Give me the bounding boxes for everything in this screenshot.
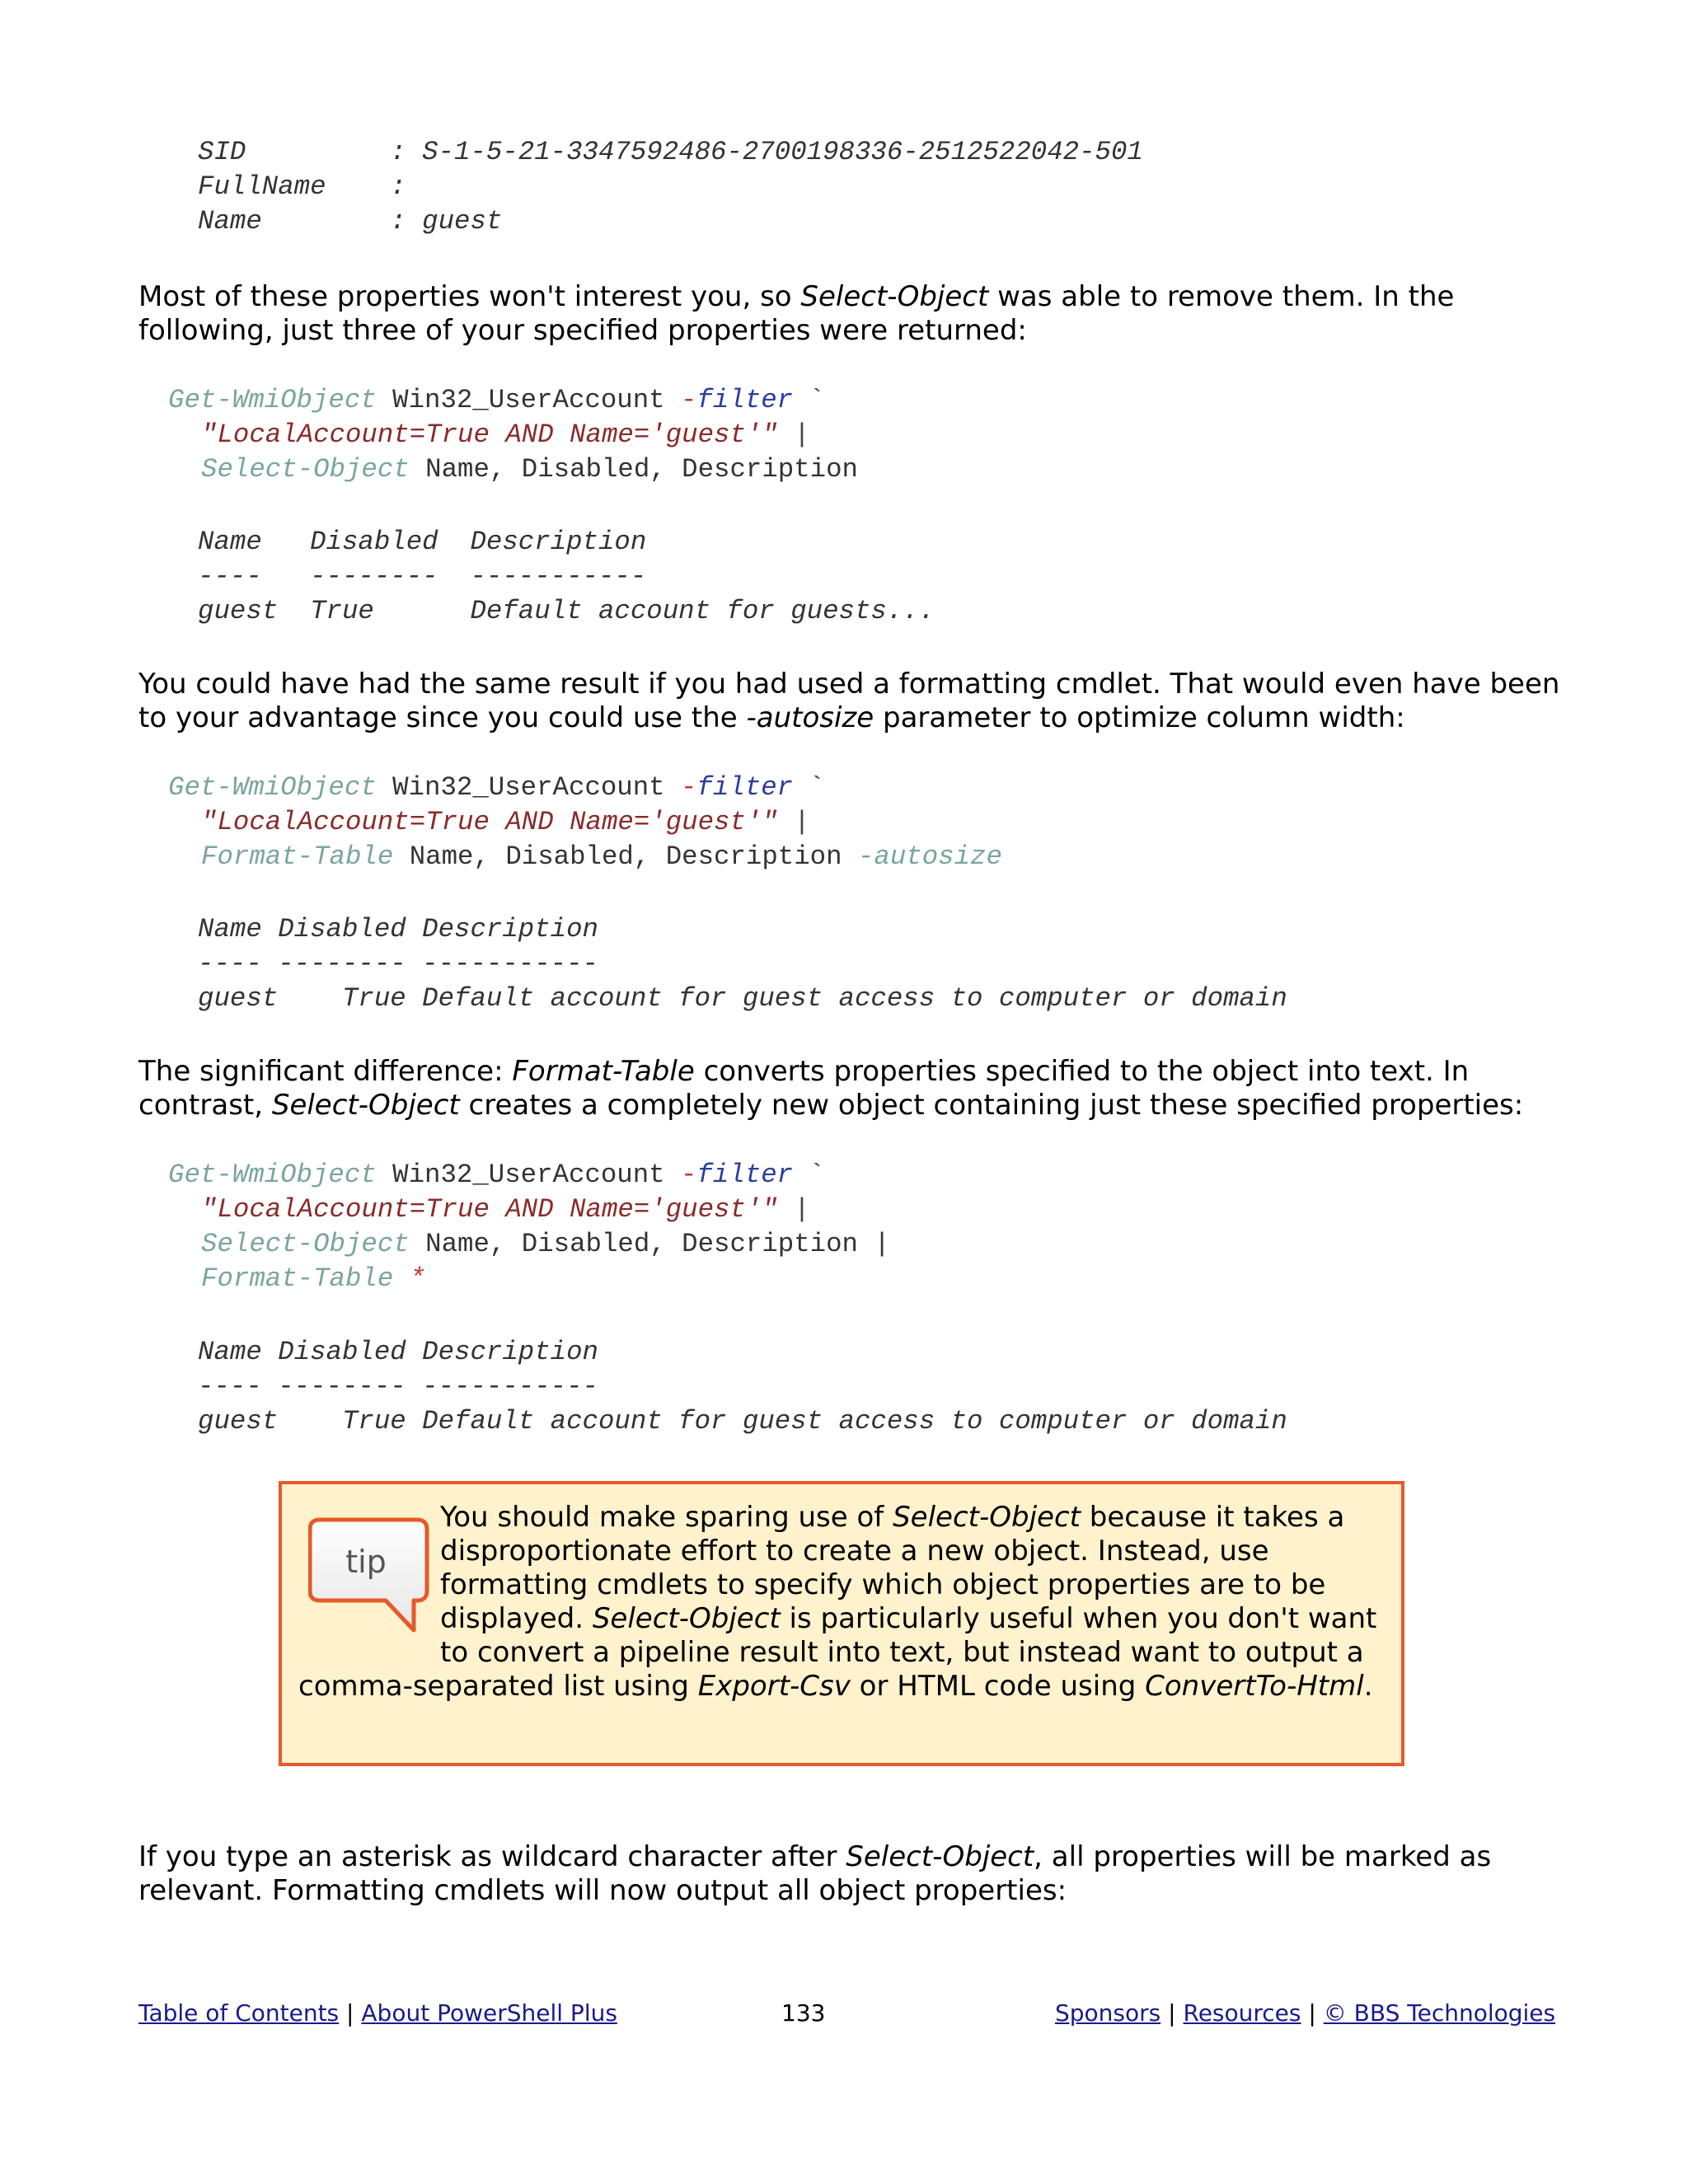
text-run: The significant difference: [138,1055,513,1088]
text-run: contrast, [138,1089,272,1122]
output-line: ---- -------- ----------- [198,1371,598,1402]
text-run: You should make sparing use of [440,1501,893,1534]
cmdlet-token: Get-WmiObject [168,1160,377,1190]
argument-token: Win32_UserAccount [376,385,682,415]
cmdlet-token: Get-WmiObject [168,772,377,803]
cmdlet-token: Select-Object [201,454,410,485]
text-run: is particularly useful when you don't want [780,1602,1377,1635]
page-number: 133 [781,1999,826,2027]
output-line: guest True Default account for guest access to computer or domain [198,1406,1287,1436]
separator-glyph: | [1168,1999,1176,2027]
sponsors-link[interactable]: Sponsors [1055,1999,1161,2027]
cmdlet-name: Export-Csv [697,1670,851,1703]
footer-right-links [1055,1999,1556,2027]
text-run: parameter to optimize column width: [874,701,1405,734]
pipe-token: | [777,807,810,837]
tip-line: disproportionate effort to create a new object. Instead, use [440,1535,1269,1568]
cmdlet-name: Select-Object [846,1840,1034,1873]
backtick-token: ` [793,1160,826,1190]
argument-token: Name, Disabled, Description [409,454,858,485]
output-line: guest True Default account for guest access to computer or domain [198,983,1287,1014]
argument-token: Win32_UserAccount [376,1160,682,1190]
wildcard-token: * [393,1263,426,1294]
code-line [168,383,825,418]
backtick-token: ` [793,772,826,803]
cmdlet-name: Select-Object [893,1501,1081,1534]
text-run: displayed. [440,1602,593,1635]
tip-line [440,1602,1376,1636]
footer-left-links [138,1999,617,2027]
parameter-token: filter [696,1160,794,1190]
cmdlet-token: Format-Table [201,841,394,872]
text-run: converts properties specified to the object into text. In [694,1055,1470,1088]
resources-link[interactable]: Resources [1183,1999,1301,2027]
cmdlet-token: Format-Table [201,1263,394,1294]
text-run: , all properties will be marked as [1034,1840,1492,1873]
about-powershell-plus-link[interactable]: About PowerShell Plus [361,1999,617,2027]
output-line: FullName : [198,171,406,202]
tip-line: formatting cmdlets to specify which object properties are to be [440,1568,1326,1601]
code-line [201,1262,425,1296]
footer-separator [1160,1999,1183,2027]
tip-line [298,1670,1373,1704]
text-run: or HTML code using [850,1670,1146,1703]
string-token: "LocalAccount=True AND Name='guest'" [201,1194,778,1225]
tip-line [440,1501,1344,1535]
output-line: Name Disabled Description [198,914,598,944]
code-line [201,1227,890,1262]
output-line: ---- -------- ----------- [198,561,647,592]
text-run: Most of these properties won't interest you, so [138,280,801,313]
code-line [168,771,825,805]
dash-token: - [681,385,697,415]
output-line: Name : guest [198,206,503,237]
text-run: to your advantage since you could use the [138,701,747,734]
paragraph-line [138,701,1405,735]
footer-separator [1301,1999,1324,2027]
pipe-token: | [777,1194,810,1225]
cmdlet-name: Select-Object [592,1602,781,1635]
cmdlet-name: ConvertTo-Html [1145,1670,1364,1703]
text-run: was able to remove them. In the [988,280,1455,313]
cmdlet-token: Select-Object [201,1229,410,1259]
parameter-token: filter [696,385,794,415]
tip-speech-bubble-icon [308,1515,432,1638]
argument-token: Name, Disabled, Description | [409,1229,890,1259]
paragraph-line: relevant. Formatting cmdlets will now output all object properties: [138,1874,1067,1907]
code-line [168,1158,825,1193]
bbs-technologies-copyright-link[interactable]: © BBS Technologies [1323,1999,1556,2027]
argument-token: Win32_UserAccount [376,772,682,803]
paragraph-line [138,1055,1469,1089]
output-line: ---- -------- ----------- [198,949,598,979]
separator-glyph: | [1308,1999,1316,2027]
code-line [201,805,810,840]
code-line [201,418,810,452]
pipe-token: | [777,419,810,450]
cmdlet-name: Select-Object [800,280,989,313]
code-line [201,452,858,487]
backtick-token: ` [793,385,826,415]
tip-line: to convert a pipeline result into text, but instead want to output a [440,1636,1364,1669]
paragraph-line [138,1840,1491,1874]
dash-token: - [681,772,697,803]
separator-glyph: | [346,1999,354,2027]
output-line: SID : S-1-5-21-3347592486-2700198336-2512522042-501 [198,137,1143,167]
code-line [201,840,1002,874]
parameter-name: -autosize [746,701,874,734]
text-run: . [1363,1670,1373,1703]
table-of-contents-link[interactable]: Table of Contents [138,1999,340,2027]
text-run: If you type an asterisk as wildcard character after [138,1840,846,1873]
cmdlet-name: Select-Object [271,1089,460,1122]
text-run: because it takes a [1080,1501,1345,1534]
parameter-token: filter [696,772,794,803]
dash-token: - [681,1160,697,1190]
cmdlet-name: Format-Table [512,1055,695,1088]
parameter-token: -autosize [857,841,1002,872]
paragraph-line: You could have had the same result if you had used a formatting cmdlet. That would even have been [138,668,1560,701]
output-line: guest True Default account for guests... [198,596,935,626]
output-line: Name Disabled Description [198,1337,598,1367]
code-line [201,1193,810,1227]
string-token: "LocalAccount=True AND Name='guest'" [201,419,778,450]
output-line: Name Disabled Description [198,527,647,557]
paragraph-line [138,280,1454,314]
cmdlet-token: Get-WmiObject [168,385,377,415]
text-run: creates a completely new object containing just these specified properties: [459,1089,1524,1122]
string-token: "LocalAccount=True AND Name='guest'" [201,807,778,837]
footer-separator [339,1999,361,2027]
tip-icon-label: tip [345,1544,387,1580]
paragraph-line: following, just three of your specified properties were returned: [138,314,1027,347]
text-run: comma-separated list using [298,1670,698,1703]
argument-token: Name, Disabled, Description [393,841,858,872]
paragraph-line [138,1089,1523,1122]
